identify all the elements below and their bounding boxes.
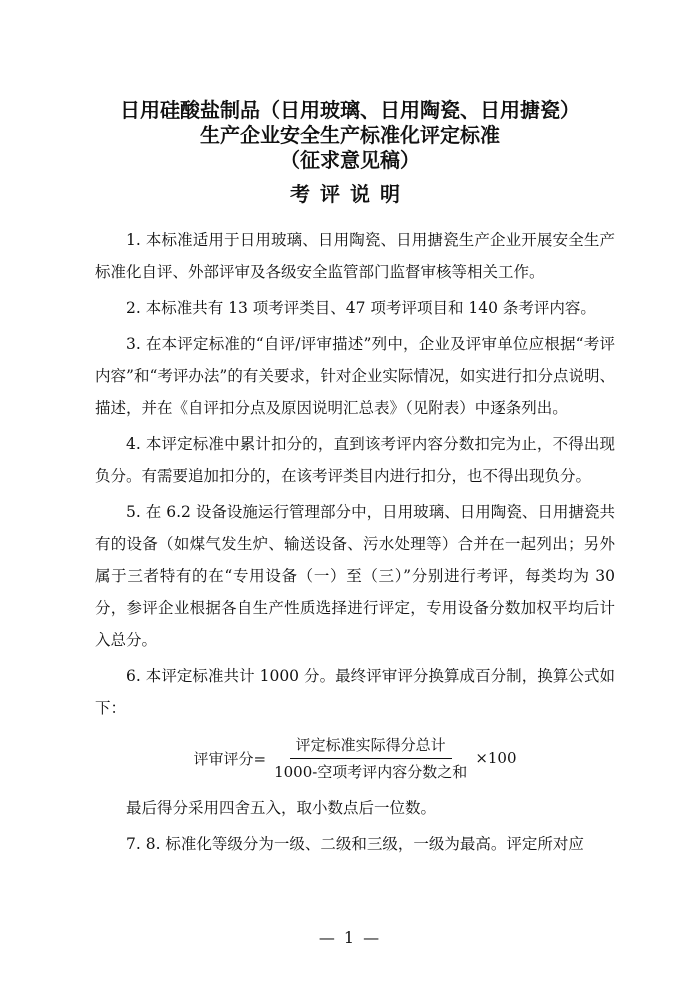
paragraph-7: 7. 8. 标准化等级分为一级、二级和三级，一级为最高。评定所对应 xyxy=(126,835,584,853)
formula-lhs: 评审评分= xyxy=(193,749,267,768)
paragraph-5: 5. 在 6.2 设备设施运行管理部分中，日用玻璃、日用陶瓷、日用搪瓷共有的设备（如煤气发生炉、输送设备、污水处理等）合并在一起列出；另外属于三者特有的在“专用设备（一）至（三）”分别进行考评，每类均为 30 分，参评企业根据各自生产性质选择进行评定，专用设备分数加权平均后计入总分。 xyxy=(95,503,615,649)
score-formula xyxy=(95,728,615,788)
paragraph-6: 6. 本评定标准共计 1000 分。最终评审评分换算成百分制，换算公式如下： xyxy=(95,667,615,717)
section-subtitle: 考评说明 xyxy=(290,182,410,206)
document-title-line-3: （征求意见稿） xyxy=(280,148,420,172)
formula-fraction xyxy=(268,734,473,783)
formula-multiplier: ×100 xyxy=(475,749,517,767)
paragraph-2: 2. 本标准共有 13 项考评类目、47 项考评项目和 140 条考评内容。 xyxy=(126,299,596,317)
formula-denominator: 1000-空项考评内容分数之和 xyxy=(274,762,468,781)
rounding-note: 最后得分采用四舍五入，取小数点后一位数。 xyxy=(126,799,437,817)
document-body xyxy=(95,224,615,864)
document-title-line-1: 日用硅酸盐制品（日用玻璃、日用陶瓷、日用搪瓷） xyxy=(120,98,580,122)
paragraph-1: 1. 本标准适用于日用玻璃、日用陶瓷、日用搪瓷生产企业开展安全生产标准化自评、外部评审及各级安全监管部门监督审核等相关工作。 xyxy=(95,231,615,281)
paragraph-4: 4. 本评定标准中累计扣分的，直到该考评内容分数扣完为止，不得出现负分。有需要追加扣分的，在该考评类目内进行扣分，也不得出现负分。 xyxy=(95,435,615,485)
page-number: — 1 — xyxy=(318,928,382,947)
title-block xyxy=(0,98,700,207)
document-title-line-2: 生产企业安全生产标准化评定标准 xyxy=(200,123,500,147)
paragraph-3: 3. 在本评定标准的“自评/评审描述”列中，企业及评审单位应根据“考评内容”和“考评办法”的有关要求，针对企业实际情况，如实进行扣分点说明、描述，并在《自评扣分点及原因说明汇总表》（见附表）中逐条列出。 xyxy=(95,335,615,417)
formula-numerator: 评定标准实际得分总计 xyxy=(290,734,452,759)
